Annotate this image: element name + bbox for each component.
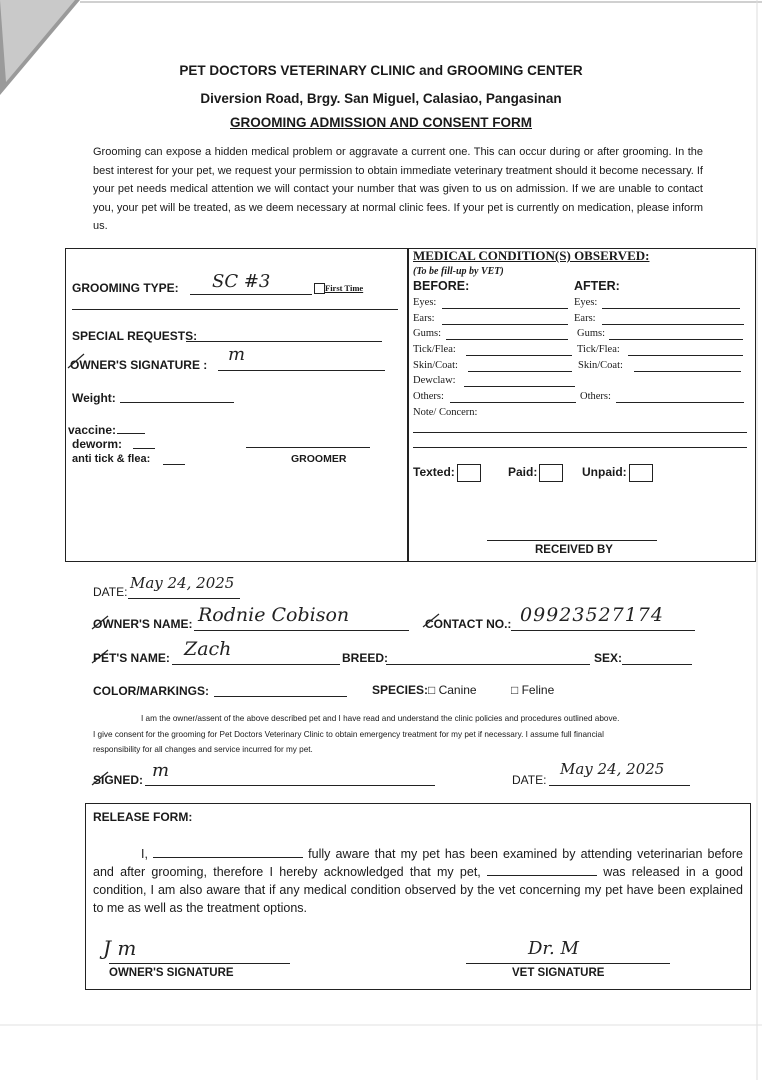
consent-line-3: responsibility for all changes and service incurred for my pet.: [93, 745, 313, 754]
date2-line[interactable]: [549, 785, 690, 786]
strike-mark: [66, 352, 86, 370]
release-text-c: was released in a good condition, I am also aware that if any medical condition observed by the vet concerning my pet have been explained to me as well as the treatment options.: [93, 865, 743, 915]
paid-field: [508, 464, 563, 482]
weight-label: Weight:: [72, 391, 116, 405]
anti-tick-line[interactable]: [163, 464, 185, 465]
intro-paragraph: Grooming can expose a hidden medical problem or aggravate a current one. This can occur during or after grooming. In the best interest for your pet, we request your permission to obtain immediate veterinary treatment should it become necessary. If your pet needs medical attention we will contact your number that was given to us on admission. If we are unable to contact you, your pet will be treated, as we deem necessary at normal clinic fees. If your pet is currently on medication, please inform us.: [93, 146, 703, 232]
pet-name-line[interactable]: [172, 664, 340, 665]
before-gums-line[interactable]: [446, 339, 568, 340]
owner-name-value: Rodnie Cobison: [198, 604, 350, 626]
special-requests-line[interactable]: [186, 341, 382, 342]
anti-tick-label: anti tick & flea:: [72, 453, 151, 465]
sex-line[interactable]: [622, 664, 692, 665]
after-ears-line[interactable]: [602, 324, 744, 325]
before-skin-label: Skin/Coat:: [413, 360, 458, 371]
paid-checkbox[interactable]: [539, 464, 563, 482]
consent-line-1: I am the owner/assent of the above described pet and I have read and understand the clinic policies and procedures outlined above.: [141, 714, 620, 723]
grooming-details-box: [65, 248, 409, 562]
color-markings-line[interactable]: [214, 696, 347, 697]
owner-name-label: OWNER'S NAME:: [93, 617, 193, 631]
texted-field: [413, 464, 481, 482]
groomer-line[interactable]: [246, 447, 370, 448]
release-paragraph: [93, 845, 743, 917]
pet-name-label: PET'S NAME:: [93, 651, 170, 665]
owner-signature-line[interactable]: [218, 370, 385, 371]
before-dewclaw-label: Dewclaw:: [413, 375, 456, 386]
strike-mark: [90, 648, 110, 666]
grooming-type-label: GROOMING TYPE:: [72, 281, 179, 295]
after-tick-label: Tick/Flea:: [577, 344, 620, 355]
release-text-b: fully aware that my pet has been examined by attending veterinarian before and after grooming, therefore I hereby acknowledged that my pet,: [93, 847, 743, 879]
contact-label: CONTACT NO.:: [425, 617, 512, 631]
clinic-name: PET DOCTORS VETERINARY CLINIC and GROOMING CENTER: [179, 63, 583, 78]
before-skin-line[interactable]: [468, 371, 572, 372]
after-others-line[interactable]: [616, 402, 744, 403]
date-line[interactable]: [128, 598, 240, 599]
before-others-line[interactable]: [450, 402, 576, 403]
grooming-type-line: [190, 294, 312, 295]
after-eyes-label: Eyes:: [574, 297, 598, 308]
species-label: SPECIES:: [372, 683, 429, 697]
contact-value: 09923527174: [520, 604, 664, 626]
after-eyes-line[interactable]: [602, 308, 740, 309]
groomer-label: GROOMER: [291, 453, 347, 465]
received-by-label: RECEIVED BY: [535, 544, 613, 556]
vaccine-label: vaccine:: [68, 423, 117, 437]
strike-mark: [90, 614, 110, 632]
note-line-2[interactable]: [413, 447, 747, 448]
signed-label: SIGNED:: [93, 773, 144, 787]
before-label: BEFORE:: [413, 279, 470, 293]
medical-subtitle: (To be fill-up by VET): [413, 266, 504, 277]
before-tick-label: Tick/Flea:: [413, 344, 456, 355]
owner-signature-value: m: [228, 344, 246, 365]
texted-label: Texted:: [413, 465, 455, 480]
after-tick-line[interactable]: [628, 355, 743, 356]
unpaid-label: Unpaid:: [582, 465, 627, 480]
grooming-type-value[interactable]: SC #3: [212, 271, 271, 292]
owner-signature-label: OWNER'S SIGNATURE :: [70, 358, 208, 372]
release-text-a: I,: [141, 847, 148, 861]
after-label: AFTER:: [574, 279, 620, 293]
before-ears-line[interactable]: [442, 324, 568, 325]
paid-label: Paid:: [508, 465, 538, 480]
clinic-address: Diversion Road, Brgy. San Miguel, Calasiao, Pangasinan: [200, 91, 562, 106]
date-value: May 24, 2025: [130, 574, 235, 592]
strike-mark: [421, 612, 441, 630]
release-pet-name-blank[interactable]: [487, 865, 597, 876]
after-others-label: Others:: [580, 391, 611, 402]
sex-label: SEX:: [594, 651, 623, 665]
note-line-1[interactable]: [413, 432, 747, 433]
pet-name-value: Zach: [184, 638, 232, 660]
canine-option[interactable]: □ Canine: [428, 683, 477, 697]
after-gums-label: Gums:: [577, 328, 606, 339]
first-time-label: First Time: [325, 283, 364, 293]
release-vet-signature-line[interactable]: [466, 963, 670, 964]
after-skin-label: Skin/Coat:: [578, 360, 623, 371]
breed-line[interactable]: [386, 664, 590, 665]
before-dewclaw-line[interactable]: [464, 386, 575, 387]
deworm-line[interactable]: [133, 448, 155, 449]
consent-line-2: I give consent for the grooming for Pet Doctors Veterinary Clinic to obtain emergency treatment for my pet if necessary. I assume full financial: [93, 730, 604, 739]
release-owner-signature-line[interactable]: [109, 963, 290, 964]
release-owner-name-blank[interactable]: [153, 847, 303, 858]
release-vet-signature-label: VET SIGNATURE: [512, 967, 605, 979]
after-skin-line[interactable]: [634, 371, 741, 372]
strike-mark: [90, 770, 110, 788]
note-concern-label: Note/ Concern:: [413, 407, 478, 418]
owner-name-line[interactable]: [194, 630, 409, 631]
after-ears-label: Ears:: [574, 313, 596, 324]
unpaid-field: [582, 464, 653, 482]
release-owner-signature-label: OWNER'S SIGNATURE: [109, 967, 234, 979]
form-title: GROOMING ADMISSION AND CONSENT FORM: [230, 115, 532, 130]
contact-line[interactable]: [511, 630, 695, 631]
grooming-type-extra-line: [72, 309, 398, 310]
breed-label: BREED:: [342, 651, 389, 665]
before-gums-label: Gums:: [413, 328, 442, 339]
unpaid-checkbox[interactable]: [629, 464, 653, 482]
weight-line[interactable]: [120, 402, 234, 403]
release-vet-signature-value: Dr. M: [528, 938, 579, 959]
before-others-label: Others:: [413, 391, 444, 402]
color-markings-label: COLOR/MARKINGS:: [93, 684, 209, 698]
before-ears-label: Ears:: [413, 313, 435, 324]
deworm-label: deworm:: [72, 437, 123, 451]
received-by-line[interactable]: [487, 540, 657, 541]
first-time-checkbox[interactable]: [314, 283, 325, 294]
date2-value: May 24, 2025: [560, 760, 665, 778]
after-gums-line[interactable]: [609, 339, 743, 340]
vaccine-line[interactable]: [117, 433, 145, 434]
texted-checkbox[interactable]: [457, 464, 481, 482]
medical-title: MEDICAL CONDITION(S) OBSERVED:: [413, 248, 650, 263]
date2-label: DATE:: [512, 773, 547, 787]
signed-line[interactable]: [145, 785, 435, 786]
before-eyes-line[interactable]: [442, 308, 568, 309]
before-eyes-label: Eyes:: [413, 297, 437, 308]
before-tick-line[interactable]: [466, 355, 572, 356]
release-owner-signature-value: J m: [103, 936, 137, 960]
release-form-title: RELEASE FORM:: [93, 810, 193, 824]
feline-option[interactable]: □ Feline: [511, 683, 555, 697]
special-requests-label: SPECIAL REQUESTS:: [72, 329, 198, 343]
medical-condition-box: [407, 248, 756, 562]
signed-value: m: [152, 760, 170, 781]
date-label: DATE:: [93, 585, 128, 599]
